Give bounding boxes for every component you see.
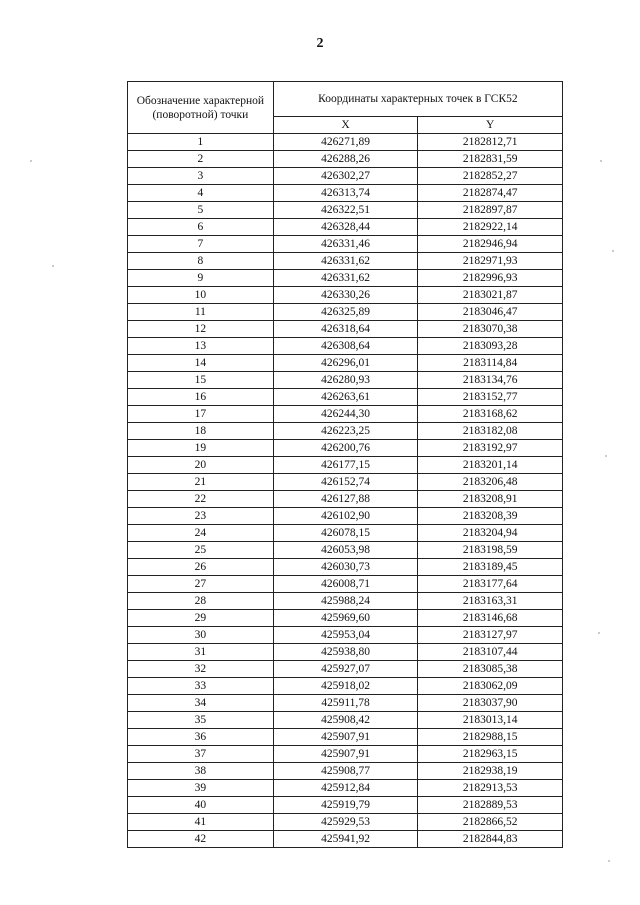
x-coordinate-cell: 426152,74 — [273, 474, 418, 491]
y-coordinate-cell: 2183070,38 — [418, 321, 563, 338]
point-number-cell: 18 — [128, 423, 274, 440]
table-row — [128, 202, 563, 219]
y-coordinate-cell: 2182963,15 — [418, 746, 563, 763]
x-coordinate-cell: 425929,53 — [273, 814, 418, 831]
table-row — [128, 372, 563, 389]
y-coordinate-cell: 2183062,09 — [418, 678, 563, 695]
x-coordinate-cell: 425908,42 — [273, 712, 418, 729]
x-coordinate-cell: 425911,78 — [273, 695, 418, 712]
y-coordinate-cell: 2182913,53 — [418, 780, 563, 797]
table-row — [128, 236, 563, 253]
point-number-cell: 8 — [128, 253, 274, 270]
x-coordinate-cell: 425907,91 — [273, 746, 418, 763]
y-coordinate-cell: 2183189,45 — [418, 559, 563, 576]
y-coordinate-cell: 2182988,15 — [418, 729, 563, 746]
x-coordinate-cell: 426280,93 — [273, 372, 418, 389]
x-coordinate-cell: 426008,71 — [273, 576, 418, 593]
x-coordinate-cell: 425938,80 — [273, 644, 418, 661]
y-coordinate-cell: 2183201,14 — [418, 457, 563, 474]
coordinates-table — [127, 81, 563, 848]
page-number: 2 — [316, 36, 324, 51]
table-row — [128, 423, 563, 440]
point-number-cell: 15 — [128, 372, 274, 389]
table-row — [128, 185, 563, 202]
point-number-cell: 3 — [128, 168, 274, 185]
x-coordinate-cell: 426288,26 — [273, 151, 418, 168]
table-row — [128, 593, 563, 610]
point-number-cell: 37 — [128, 746, 274, 763]
point-number-cell: 21 — [128, 474, 274, 491]
point-number-cell: 13 — [128, 338, 274, 355]
y-coordinate-cell: 2183163,31 — [418, 593, 563, 610]
y-coordinate-cell: 2183192,97 — [418, 440, 563, 457]
table-row — [128, 338, 563, 355]
point-number-cell: 25 — [128, 542, 274, 559]
point-number-cell: 42 — [128, 831, 274, 848]
point-number-cell: 40 — [128, 797, 274, 814]
x-coordinate-cell: 425907,91 — [273, 729, 418, 746]
table-row — [128, 712, 563, 729]
y-coordinate-cell: 2183206,48 — [418, 474, 563, 491]
x-coordinate-cell: 426223,25 — [273, 423, 418, 440]
x-coordinate-cell: 425912,84 — [273, 780, 418, 797]
y-coordinate-cell: 2183114,84 — [418, 355, 563, 372]
x-coordinate-cell: 426308,64 — [273, 338, 418, 355]
scan-speck — [598, 632, 600, 634]
header-point-designation: Обозначение характерной (поворотной) точки — [128, 82, 274, 134]
point-number-cell: 36 — [128, 729, 274, 746]
y-coordinate-cell: 2182852,27 — [418, 168, 563, 185]
table-row — [128, 831, 563, 848]
point-number-cell: 24 — [128, 525, 274, 542]
y-coordinate-cell: 2183127,97 — [418, 627, 563, 644]
point-number-cell: 33 — [128, 678, 274, 695]
x-coordinate-cell: 426331,46 — [273, 236, 418, 253]
x-coordinate-cell: 425908,77 — [273, 763, 418, 780]
scan-speck — [600, 160, 602, 162]
point-number-cell: 10 — [128, 287, 274, 304]
x-coordinate-cell: 426325,89 — [273, 304, 418, 321]
header-y: Y — [418, 117, 563, 134]
y-coordinate-cell: 2183134,76 — [418, 372, 563, 389]
point-number-cell: 38 — [128, 763, 274, 780]
x-coordinate-cell: 426200,76 — [273, 440, 418, 457]
table-row — [128, 406, 563, 423]
table-row — [128, 304, 563, 321]
table-row — [128, 559, 563, 576]
point-number-cell: 32 — [128, 661, 274, 678]
table-row — [128, 440, 563, 457]
y-coordinate-cell: 2183021,87 — [418, 287, 563, 304]
point-number-cell: 28 — [128, 593, 274, 610]
x-coordinate-cell: 426302,27 — [273, 168, 418, 185]
y-coordinate-cell: 2183146,68 — [418, 610, 563, 627]
point-number-cell: 34 — [128, 695, 274, 712]
table-row — [128, 695, 563, 712]
point-number-cell: 26 — [128, 559, 274, 576]
point-number-cell: 16 — [128, 389, 274, 406]
table-row — [128, 151, 563, 168]
table-row — [128, 168, 563, 185]
table-row — [128, 576, 563, 593]
point-number-cell: 17 — [128, 406, 274, 423]
point-number-cell: 1 — [128, 134, 274, 151]
table-row — [128, 355, 563, 372]
table-row — [128, 474, 563, 491]
x-coordinate-cell: 426053,98 — [273, 542, 418, 559]
x-coordinate-cell: 425953,04 — [273, 627, 418, 644]
scan-speck — [30, 160, 32, 162]
x-coordinate-cell: 426102,90 — [273, 508, 418, 525]
x-coordinate-cell: 426328,44 — [273, 219, 418, 236]
x-coordinate-cell: 425969,60 — [273, 610, 418, 627]
table-row — [128, 814, 563, 831]
table-row — [128, 287, 563, 304]
point-number-cell: 14 — [128, 355, 274, 372]
table-row — [128, 508, 563, 525]
point-number-cell: 35 — [128, 712, 274, 729]
y-coordinate-cell: 2183208,91 — [418, 491, 563, 508]
x-coordinate-cell: 426296,01 — [273, 355, 418, 372]
table-row — [128, 746, 563, 763]
table-row — [128, 610, 563, 627]
y-coordinate-cell: 2183204,94 — [418, 525, 563, 542]
x-coordinate-cell: 426078,15 — [273, 525, 418, 542]
table-row — [128, 457, 563, 474]
x-coordinate-cell: 425919,79 — [273, 797, 418, 814]
point-number-cell: 27 — [128, 576, 274, 593]
table-row — [128, 389, 563, 406]
table-row — [128, 321, 563, 338]
header-x: X — [273, 117, 418, 134]
point-number-cell: 23 — [128, 508, 274, 525]
table-row — [128, 270, 563, 287]
header-coordinates: Координаты характерных точек в ГСК52 — [273, 82, 562, 117]
y-coordinate-cell: 2182938,19 — [418, 763, 563, 780]
point-number-cell: 30 — [128, 627, 274, 644]
table-row — [128, 763, 563, 780]
table-row — [128, 134, 563, 151]
point-number-cell: 5 — [128, 202, 274, 219]
y-coordinate-cell: 2182946,94 — [418, 236, 563, 253]
x-coordinate-cell: 426318,64 — [273, 321, 418, 338]
table-row — [128, 542, 563, 559]
y-coordinate-cell: 2182874,47 — [418, 185, 563, 202]
table-row — [128, 627, 563, 644]
point-number-cell: 41 — [128, 814, 274, 831]
y-coordinate-cell: 2183093,28 — [418, 338, 563, 355]
scan-speck — [608, 860, 610, 862]
y-coordinate-cell: 2182831,59 — [418, 151, 563, 168]
point-number-cell: 19 — [128, 440, 274, 457]
table-header — [128, 82, 563, 134]
point-number-cell: 20 — [128, 457, 274, 474]
point-number-cell: 11 — [128, 304, 274, 321]
x-coordinate-cell: 426244,30 — [273, 406, 418, 423]
scan-speck — [612, 250, 614, 252]
y-coordinate-cell: 2183182,08 — [418, 423, 563, 440]
y-coordinate-cell: 2182889,53 — [418, 797, 563, 814]
table-row — [128, 253, 563, 270]
x-coordinate-cell: 426331,62 — [273, 253, 418, 270]
x-coordinate-cell: 426177,15 — [273, 457, 418, 474]
y-coordinate-cell: 2182897,87 — [418, 202, 563, 219]
x-coordinate-cell: 426331,62 — [273, 270, 418, 287]
table-body — [128, 134, 563, 848]
y-coordinate-cell: 2183198,59 — [418, 542, 563, 559]
x-coordinate-cell: 426313,74 — [273, 185, 418, 202]
table-row — [128, 491, 563, 508]
y-coordinate-cell: 2183046,47 — [418, 304, 563, 321]
scan-speck — [52, 265, 54, 267]
point-number-cell: 29 — [128, 610, 274, 627]
point-number-cell: 31 — [128, 644, 274, 661]
y-coordinate-cell: 2183107,44 — [418, 644, 563, 661]
y-coordinate-cell: 2183177,64 — [418, 576, 563, 593]
x-coordinate-cell: 426030,73 — [273, 559, 418, 576]
point-number-cell: 22 — [128, 491, 274, 508]
y-coordinate-cell: 2183168,62 — [418, 406, 563, 423]
y-coordinate-cell: 2183152,77 — [418, 389, 563, 406]
point-number-cell: 2 — [128, 151, 274, 168]
table-row — [128, 661, 563, 678]
table-row — [128, 219, 563, 236]
x-coordinate-cell: 425988,24 — [273, 593, 418, 610]
point-number-cell: 9 — [128, 270, 274, 287]
y-coordinate-cell: 2182971,93 — [418, 253, 563, 270]
x-coordinate-cell: 426263,61 — [273, 389, 418, 406]
scan-speck — [605, 455, 607, 457]
y-coordinate-cell: 2183013,14 — [418, 712, 563, 729]
x-coordinate-cell: 426322,51 — [273, 202, 418, 219]
point-number-cell: 39 — [128, 780, 274, 797]
x-coordinate-cell: 426127,88 — [273, 491, 418, 508]
y-coordinate-cell: 2182812,71 — [418, 134, 563, 151]
point-number-cell: 7 — [128, 236, 274, 253]
table-row — [128, 678, 563, 695]
table-row — [128, 729, 563, 746]
y-coordinate-cell: 2183085,38 — [418, 661, 563, 678]
x-coordinate-cell: 426271,89 — [273, 134, 418, 151]
y-coordinate-cell: 2182922,14 — [418, 219, 563, 236]
y-coordinate-cell: 2182844,83 — [418, 831, 563, 848]
point-number-cell: 12 — [128, 321, 274, 338]
table-row — [128, 797, 563, 814]
x-coordinate-cell: 426330,26 — [273, 287, 418, 304]
x-coordinate-cell: 425927,07 — [273, 661, 418, 678]
x-coordinate-cell: 425941,92 — [273, 831, 418, 848]
point-number-cell: 4 — [128, 185, 274, 202]
table-row — [128, 644, 563, 661]
point-number-cell: 6 — [128, 219, 274, 236]
y-coordinate-cell: 2182866,52 — [418, 814, 563, 831]
x-coordinate-cell: 425918,02 — [273, 678, 418, 695]
y-coordinate-cell: 2183208,39 — [418, 508, 563, 525]
y-coordinate-cell: 2183037,90 — [418, 695, 563, 712]
table-row — [128, 525, 563, 542]
y-coordinate-cell: 2182996,93 — [418, 270, 563, 287]
table-row — [128, 780, 563, 797]
